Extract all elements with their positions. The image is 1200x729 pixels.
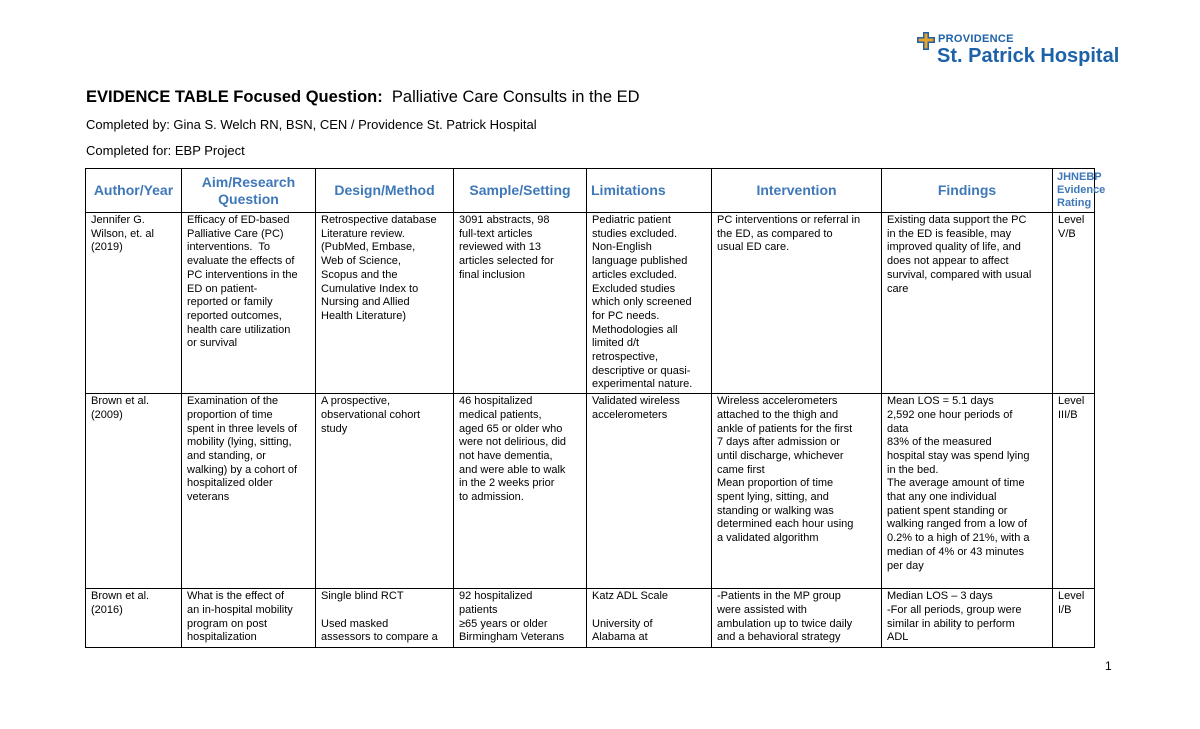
table-header-row [86,169,1095,213]
table-row [86,213,1095,394]
cell-limitations: Validated wireless accelerometers [587,394,712,589]
cell-design: Retrospective database Literature review. (PubMed, Embase, Web of Science, Scopus and the Cumulative Index to Nursing and Allied Health Literature) [316,213,454,394]
cell-findings: Mean LOS = 5.1 days 2,592 one hour periods of data 83% of the measured hospital stay was spend lying in the bed. The average amount of time that any one individual patient spent standing or walking ranged from a low of 0.2% to a high of 21%, with a median of 4% or 43 minutes per day [882,394,1053,589]
logo-brand: PROVIDENCE [938,33,1014,45]
cell-limitations: Katz ADL Scale University of Alabama at [587,589,712,648]
cell-rating: Level V/B [1053,213,1095,394]
evidence-table [85,168,1106,648]
cell-design: A prospective, observational cohort study [316,394,454,589]
cross-icon [917,32,935,50]
cell-design: Single blind RCT Used masked assessors to compare a [316,589,454,648]
cell-rating: Level I/B [1053,589,1095,648]
cell-sample: 46 hospitalized medical patients, aged 65 or older who were not delirious, did not have dementia, and were able to walk in the 2 weeks prior to admission. [454,394,587,589]
cell-rating: Level III/B [1053,394,1095,589]
cell-aim: What is the effect of an in-hospital mobility program on post hospitalization [182,589,316,648]
cell-author: Brown et al. (2009) [86,394,182,589]
completed-for: Completed for: EBP Project [86,143,245,158]
header-findings: Findings [882,169,1053,213]
cell-author: Jennifer G. Wilson, et. al (2019) [86,213,182,394]
completed-by: Completed by: Gina S. Welch RN, BSN, CEN / Providence St. Patrick Hospital [86,117,537,132]
cell-intervention: -Patients in the MP group were assisted with ambulation up to twice daily and a behavioral strategy [712,589,882,648]
page-number: 1 [1105,659,1112,673]
cell-sample: 3091 abstracts, 98 full-text articles reviewed with 13 articles selected for final inclusion [454,213,587,394]
title-question: Palliative Care Consults in the ED [391,88,640,106]
logo-hospital-name: St. Patrick Hospital [937,45,1120,67]
cell-intervention: Wireless accelerometers attached to the thigh and ankle of patients for the first 7 days after admission or until discharge, whichever came first Mean proportion of time spent lying, sitting, and standing or walking was determined each hour using a validated algorithm [712,394,882,589]
page-title [86,88,640,107]
header-design: Design/Method [316,169,454,213]
table-row [86,589,1095,648]
header-limitations: Limitations [587,169,712,213]
title-bold: EVIDENCE TABLE Focused Question: [86,88,383,106]
cell-sample: 92 hospitalized patients ≥65 years or older Birmingham Veterans [454,589,587,648]
cell-aim: Examination of the proportion of time spent in three levels of mobility (lying, sitting, and standing, or walking) by a cohort of hospitalized older veterans [182,394,316,589]
header-sample: Sample/Setting [454,169,587,213]
cell-author: Brown et al. (2016) [86,589,182,648]
cell-findings: Existing data support the PC in the ED is feasible, may improved quality of life, and does not appear to affect survival, compared with usual care [882,213,1053,394]
cell-findings: Median LOS – 3 days -For all periods, group were similar in ability to perform ADL [882,589,1053,648]
cell-limitations: Pediatric patient studies excluded. Non-English language published articles excluded. Excluded studies which only screened for PC needs. Methodologies all limited d/t retrospective, descriptive or quasi- experimental nature. [587,213,712,394]
header-aim: Aim/Research Question [182,169,316,213]
evidence-table-container [85,168,1106,644]
providence-logo [915,30,1120,72]
table-row [86,394,1095,589]
header-author-year: Author/Year [86,169,182,213]
cell-aim: Efficacy of ED-based Palliative Care (PC) interventions. To evaluate the effects of PC interventions in the ED on patient- reported or family reported outcomes, health care utilization or survival [182,213,316,394]
cell-intervention: PC interventions or referral in the ED, as compared to usual ED care. [712,213,882,394]
header-evidence-rating: JHNEBP Evidence Rating [1053,169,1095,213]
header-intervention: Intervention [712,169,882,213]
